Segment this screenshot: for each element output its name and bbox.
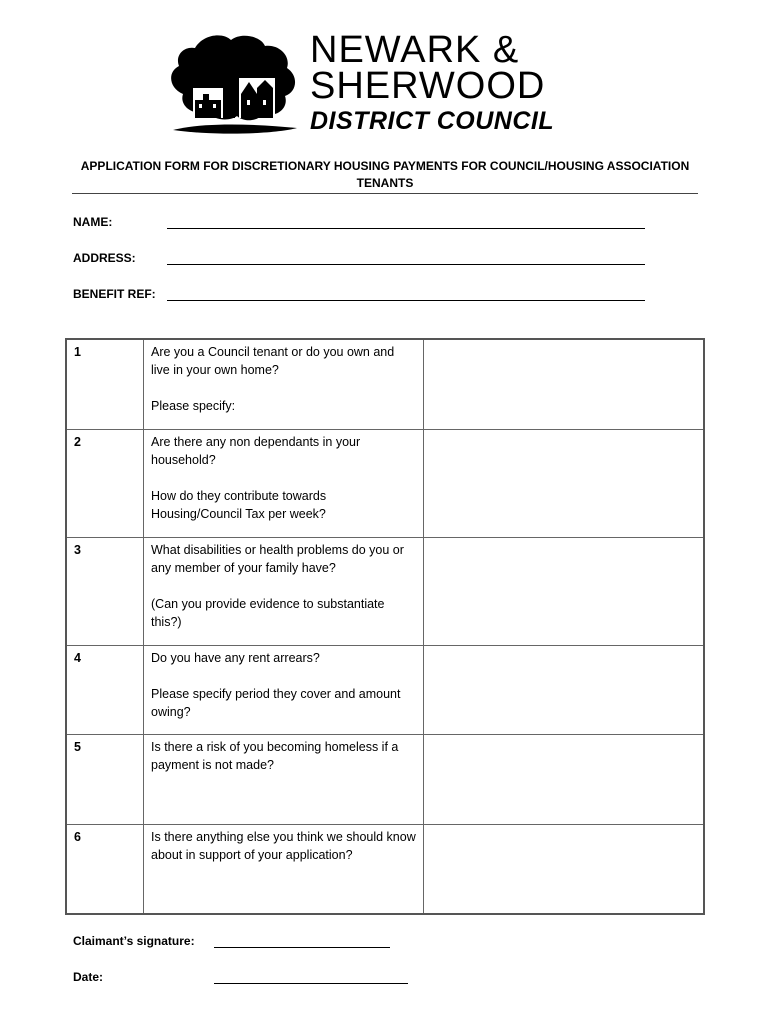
question-number: 5 [66, 734, 144, 824]
name-field[interactable] [73, 215, 648, 233]
question-text [144, 537, 424, 645]
question-line: Are there any non dependants in your household? [151, 434, 361, 467]
question-line: (Can you provide evidence to substantiate this?) [151, 596, 385, 629]
claimant-signature-field[interactable] [73, 934, 393, 952]
tree-logo-icon [165, 30, 305, 142]
question-text [144, 645, 424, 734]
question-line: Please specify: [151, 399, 236, 413]
answer-cell[interactable] [424, 824, 705, 914]
benefit-ref-field[interactable] [73, 287, 648, 305]
claimant-signature-label: Claimant’s signature: [73, 934, 195, 948]
table-row [66, 824, 704, 914]
table-row [66, 339, 704, 429]
question-line: Please specify period they cover and amount owing? [151, 686, 401, 719]
table-row [66, 537, 704, 645]
table-row [66, 734, 704, 824]
question-number: 3 [66, 537, 144, 645]
question-text [144, 824, 424, 914]
question-text [144, 734, 424, 824]
questions-table [65, 338, 705, 915]
form-title: APPLICATION FORM FOR DISCRETIONARY HOUSING PAYMENTS FOR COUNCIL/HOUSING ASSOCIATION TENANTS [72, 158, 698, 194]
answer-cell[interactable] [424, 645, 705, 734]
date-label: Date: [73, 970, 104, 984]
table-row [66, 429, 704, 537]
question-line: Is there anything else you think we should know about in support of your application? [151, 829, 416, 862]
logo-line-2: SHERWOOD [310, 65, 546, 107]
question-line: Are you a Council tenant or do you own and live in your own home? [151, 345, 395, 377]
date-input-line[interactable] [214, 983, 408, 984]
answer-cell[interactable] [424, 734, 705, 824]
question-number: 2 [66, 429, 144, 537]
logo-line-3: DISTRICT COUNCIL [310, 107, 555, 135]
name-label: NAME: [73, 215, 113, 229]
answer-cell[interactable] [424, 537, 705, 645]
benefit-ref-label: BENEFIT REF: [73, 287, 156, 301]
question-line: How do they contribute towards Housing/Council Tax per week? [151, 488, 327, 521]
question-number: 1 [66, 339, 144, 429]
logo-line-1: NEWARK & [310, 29, 520, 71]
question-line: What disabilities or health problems do you or any member of your family have? [151, 542, 404, 575]
question-number: 4 [66, 645, 144, 734]
address-field[interactable] [73, 251, 648, 269]
address-label: ADDRESS: [73, 251, 136, 265]
question-text [144, 339, 424, 429]
question-number: 6 [66, 824, 144, 914]
question-text [144, 429, 424, 537]
question-line: Do you have any rent arrears? [151, 650, 320, 665]
address-input-line[interactable] [167, 264, 645, 265]
table-row [66, 645, 704, 734]
question-line: Is there a risk of you becoming homeless if a payment is not made? [151, 739, 399, 772]
signature-input-line[interactable] [214, 947, 390, 948]
council-logo [165, 30, 615, 145]
name-input-line[interactable] [167, 228, 645, 229]
date-field[interactable] [73, 970, 413, 988]
answer-cell[interactable] [424, 339, 705, 429]
answer-cell[interactable] [424, 429, 705, 537]
benefit-ref-input-line[interactable] [167, 300, 645, 301]
